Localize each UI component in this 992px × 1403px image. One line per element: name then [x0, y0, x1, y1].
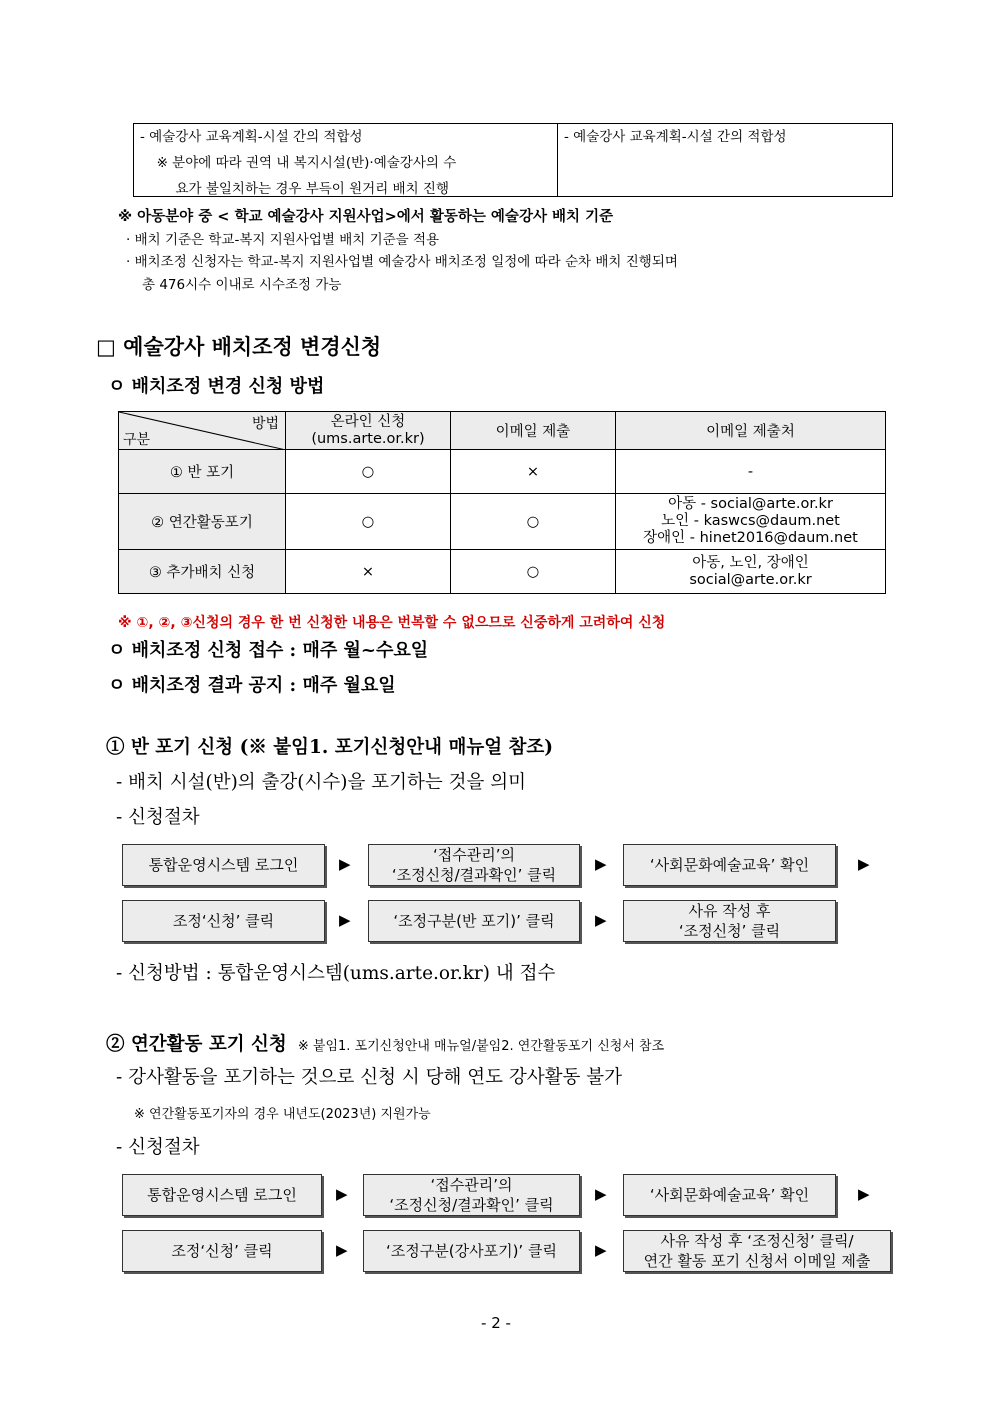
row-label: ② 연간활동포기 — [119, 494, 286, 550]
dest-line: 아동 - social@arte.or.kr — [668, 496, 833, 512]
step-text: 연간 활동 포기 신청서 이메일 제출 — [643, 1252, 871, 1270]
step-text: ‘조정구분(강사포기)’ 클릭 — [386, 1242, 557, 1260]
step-text: ‘조정신청’ 클릭 — [678, 922, 781, 940]
arrow-right-icon: ▶ — [595, 855, 607, 873]
part2-step-category — [363, 1230, 580, 1272]
dest-line: 아동, 노인, 장애인 — [692, 554, 809, 571]
row-online: × — [286, 550, 451, 594]
criteria-left-line-2: ※ 분야에 따라 권역 내 복지시설(반)·예술강사의 수 — [148, 155, 457, 171]
part1-step-category — [368, 900, 580, 942]
warning-text: ※ ①, ②, ③신청의 경우 한 번 신청한 내용은 번복할 수 없으므로 신중하게 고려하여 신청 — [118, 615, 666, 631]
criteria-table — [133, 123, 893, 197]
part1-step-apply — [122, 900, 325, 942]
part2-title: ② 연간활동 포기 신청 — [106, 1034, 287, 1055]
corner-header — [119, 412, 286, 450]
sub-heading-method: ㅇ 배치조정 변경 신청 방법 — [108, 376, 325, 397]
row-online: ○ — [286, 450, 451, 494]
row-dest: - — [616, 450, 886, 494]
arrow-right-icon: ▶ — [339, 855, 351, 873]
arrow-right-icon: ▶ — [595, 911, 607, 929]
arrow-right-icon: ▶ — [336, 1241, 348, 1259]
part1-step-reason — [623, 900, 836, 942]
row-label: ① 반 포기 — [119, 450, 286, 494]
arrow-right-icon: ▶ — [595, 1241, 607, 1259]
part1-procedure-label: - 신청절차 — [116, 807, 200, 828]
arrow-right-icon: ▶ — [336, 1185, 348, 1203]
table-row — [119, 494, 886, 550]
arrow-right-icon: ▶ — [595, 1185, 607, 1203]
corner-category-label: 구분 — [123, 432, 151, 448]
note-line-2: · 배치조정 신청자는 학교-복지 지원사업별 예술강사 배치조정 일정에 따라 순차 배치 진행되며 — [126, 254, 678, 270]
step-text: ‘사회문화예술교육’ 확인 — [649, 856, 810, 874]
arrow-right-icon: ▶ — [858, 855, 870, 873]
row-email: ○ — [451, 550, 616, 594]
note-title: ※ 아동분야 중 < 학교 예술강사 지원사업>에서 활동하는 예술강사 배치 기준 — [118, 209, 614, 225]
step-text: ‘조정신청/결과확인’ 클릭 — [391, 866, 557, 884]
dest-line: 노인 - kaswcs@daum.net — [661, 513, 840, 529]
part2-note: ※ 연간활동포기자의 경우 내년도(2023년) 지원가능 — [134, 1107, 431, 1122]
row-email: × — [451, 450, 616, 494]
part2-step-confirm — [623, 1174, 836, 1216]
table-row — [119, 550, 886, 594]
step-text: 통합운영시스템 로그인 — [148, 856, 299, 874]
part2-step-login — [122, 1174, 322, 1216]
dest-line: social@arte.or.kr — [689, 571, 812, 588]
part2-desc: - 강사활동을 포기하는 것으로 신청 시 당해 연도 강사활동 불가 — [116, 1067, 622, 1088]
header-online — [286, 412, 451, 450]
part1-title: ① 반 포기 신청 (※ 붙임1. 포기신청안내 매뉴얼 참조) — [106, 737, 554, 758]
part1-step-confirm — [623, 844, 836, 886]
page-number: - 2 - — [481, 1314, 511, 1332]
part1-desc: - 배치 시설(반)의 출강(시수)을 포기하는 것을 의미 — [116, 772, 526, 793]
dest-line: 장애인 - hinet2016@daum.net — [643, 530, 858, 546]
part2-procedure-label: - 신청절차 — [116, 1137, 200, 1158]
step-text: ‘접수관리’의 — [433, 846, 515, 864]
part2-step-reception — [363, 1174, 580, 1216]
part2-title-row — [106, 1030, 664, 1056]
criteria-left-cell — [134, 124, 558, 196]
step-text: 통합운영시스템 로그인 — [147, 1186, 297, 1204]
schedule-receive: ㅇ 배치조정 신청 접수 : 매주 월~수요일 — [108, 640, 429, 661]
arrow-right-icon: ▶ — [858, 1185, 870, 1203]
header-email: 이메일 제출 — [451, 412, 616, 450]
step-text: 조정‘신청’ 클릭 — [171, 1242, 273, 1260]
step-text: ‘조정신청/결과확인’ 클릭 — [389, 1196, 554, 1214]
row-online: ○ — [286, 494, 451, 550]
method-table — [118, 411, 886, 594]
step-text: 사유 작성 후 — [688, 902, 771, 920]
part2-step-apply — [122, 1230, 322, 1272]
step-text: ‘사회문화예술교육’ 확인 — [649, 1186, 810, 1204]
row-label: ③ 추가배치 신청 — [119, 550, 286, 594]
header-email-dest: 이메일 제출처 — [616, 412, 886, 450]
step-text: ‘조정구분(반 포기)’ 클릭 — [393, 912, 555, 930]
arrow-right-icon: ▶ — [339, 911, 351, 929]
header-online-line2: (ums.arte.or.kr) — [311, 430, 425, 447]
table-row — [119, 450, 886, 494]
part1-step-reception — [368, 844, 580, 886]
part2-title-note: ※ 붙임1. 포기신청안내 매뉴얼/붙임2. 연간활동포기 신청서 참조 — [297, 1039, 665, 1054]
schedule-notice: ㅇ 배치조정 결과 공지 : 매주 월요일 — [108, 675, 396, 696]
header-online-line1: 온라인 신청 — [330, 413, 406, 430]
step-text: 조정‘신청’ 클릭 — [172, 912, 275, 930]
part2-step-reason — [623, 1230, 891, 1272]
criteria-right-cell — [558, 124, 892, 196]
row-dest — [616, 550, 886, 594]
row-dest — [616, 494, 886, 550]
row-email: ○ — [451, 494, 616, 550]
part1-method: - 신청방법 : 통합운영시스템(ums.arte.or.kr) 내 접수 — [116, 963, 556, 984]
note-line-3: 총 476시수 이내로 시수조정 가능 — [142, 277, 342, 293]
part1-step-login — [122, 844, 325, 886]
step-text: 사유 작성 후 ‘조정신청’ 클릭/ — [660, 1232, 854, 1250]
criteria-left-line-1: - 예술강사 교육계획-시설 간의 적합성 — [140, 129, 363, 145]
criteria-right-line: - 예술강사 교육계획-시설 간의 적합성 — [564, 129, 787, 145]
criteria-left-line-3: 요가 불일치하는 경우 부득이 원거리 배치 진행 — [154, 181, 449, 197]
note-line-1: · 배치 기준은 학교-복지 지원사업별 배치 기준을 적용 — [126, 232, 440, 248]
section-title: □ 예술강사 배치조정 변경신청 — [96, 334, 382, 359]
step-text: ‘접수관리’의 — [430, 1176, 513, 1194]
corner-method-label: 방법 — [251, 416, 279, 432]
